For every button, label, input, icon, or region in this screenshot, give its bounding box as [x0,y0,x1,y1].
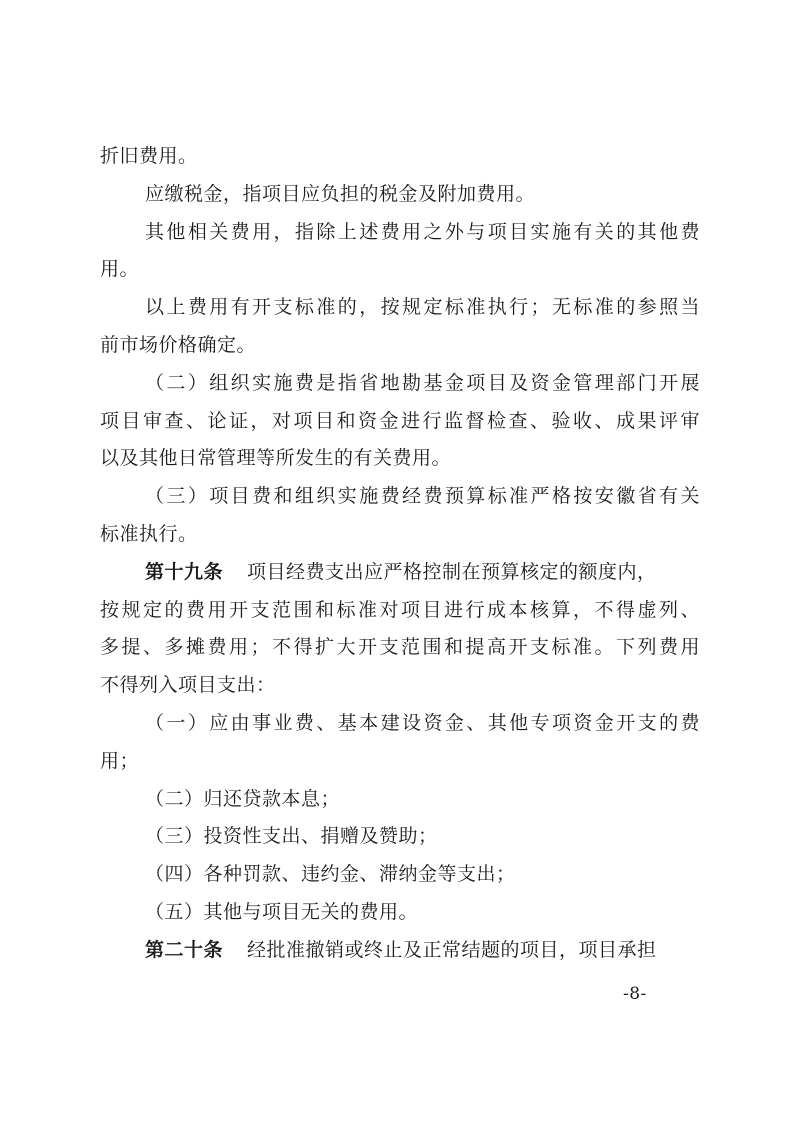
text-line-14: 多提、多摊费用；不得扩大开支范围和提高开支标准。下列费用 [100,636,700,659]
text-line-6: 前市场价格确定。 [100,333,257,356]
text-line-5: 以上费用有开支标准的，按规定标准执行；无标准的参照当 [145,296,700,319]
text-line-3: 其他相关费用，指除上述费用之外与项目实施有关的其他费 [145,220,700,243]
text-line-18: （二）归还贷款本息； [145,787,341,810]
text-line-19: （三）投资性支出、捐赠及赞助； [145,825,438,848]
text-line-7: （二）组织实施费是指省地勘基金项目及资金管理部门开展 [145,371,700,394]
text-line-4: 用。 [100,258,140,281]
article-19-heading: 第十九条 [145,560,224,583]
article-20-text: 经批准撤销或终止及正常结题的项目，项目承担 [247,938,657,961]
text-line-1: 折旧费用。 [100,145,198,167]
text-line-21: （五）其他与项目无关的费用。 [145,900,419,923]
text-line-2: 应缴税金，指项目应负担的税金及附加费用。 [145,182,536,205]
text-line-22 [100,932,700,970]
text-line-11: 标准执行。 [100,522,198,545]
text-line-17: 用； [100,749,140,772]
text-line-8: 项目审查、论证，对项目和资金进行监督检查、验收、成果评审 [100,409,700,432]
text-line-12 [100,554,700,592]
body-text [100,138,700,970]
article-19-text: 项目经费支出应严格控制在预算核定的额度内， [247,560,657,583]
text-line-16: （一）应由事业费、基本建设资金、其他专项资金开支的费 [145,711,700,734]
text-line-13: 按规定的费用开支范围和标准对项目进行成本核算，不得虚列、 [100,598,700,621]
page-number: -8- [623,984,647,1004]
text-line-15: 不得列入项目支出： [100,674,276,697]
article-20-heading: 第二十条 [145,938,224,961]
text-line-10: （三）项目费和组织实施费经费预算标准严格按安徽省有关 [145,485,700,508]
text-line-9: 以及其他日常管理等所发生的有关费用。 [100,447,452,470]
text-line-20: （四）各种罚款、违约金、滞纳金等支出； [145,863,516,886]
